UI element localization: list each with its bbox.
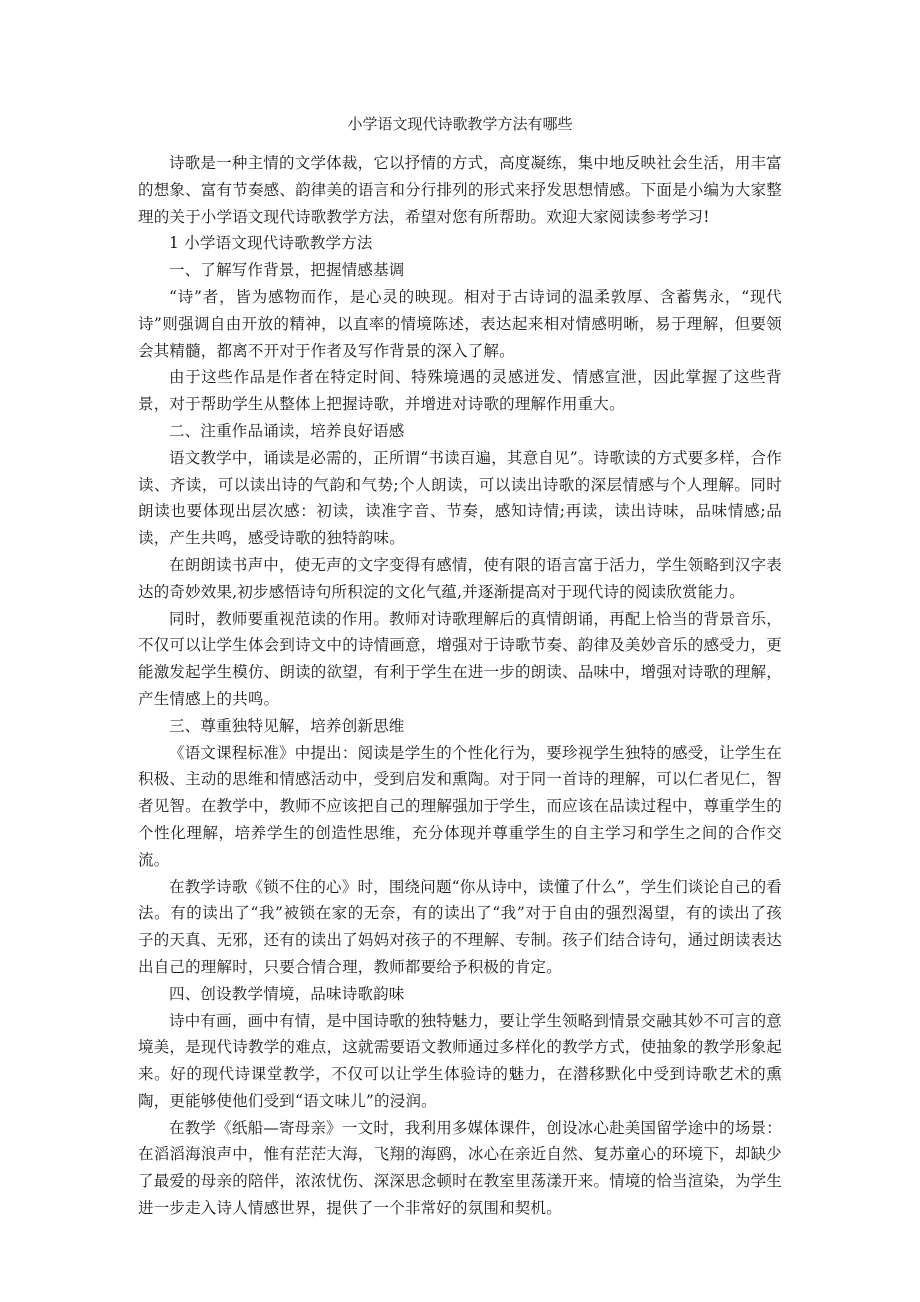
paragraph: 由于这些作品是作者在特定时间、特殊境遇的灵感迸发、情感宣泄，因此掌握了这些背景，对于帮助学生从整体上把握诗歌，并增进对诗歌的理解作用重大。	[138, 368, 782, 414]
paragraph: 在教学《纸船—寄母亲》一文时，我利用多媒体课件，创设冰心赴美国留学途中的场景：在滔滔海浪声中，惟有茫茫大海，飞翔的海鸥，冰心在亲近自然、复苏童心的环境下，却缺少了最爱的母亲的陪伴，浓浓忧伤、深深思念顿时在教室里荡漾开来。情境的恰当渲染，为学生进一步走入诗人情感世界，提供了一个非常好的氛围和契机。	[138, 1118, 782, 1218]
paragraph: 在朗朗读书声中，使无声的文字变得有感情，使有限的语言富于活力，学生领略到汉字表达的奇妙效果,初步感悟诗句所积淀的文化气蕴,并逐渐提高对于现代诗的阅读欣赏能力。	[138, 555, 782, 601]
paragraph: “诗”者，皆为感物而作，是心灵的映现。相对于古诗词的温柔敦厚、含蓄隽永，“现代诗”则强调自由开放的精神，以直率的情境陈述，表达起来相对情感明晰，易于理解，但要领会其精髓，都离不开对于作者及写作背景的深入了解。	[138, 287, 782, 360]
paragraph: 在教学诗歌《锁不住的心》时，围绕问题“你从诗中，读懂了什么”，学生们谈论自己的看法。有的读出了“我”被锁在家的无奈，有的读出了“我”对于自由的强烈渴望，有的读出了孩子的天真、无邪，还有的读出了妈妈对孩子的不理解、专制。孩子们结合诗句，通过朗读表达出自己的理解时，只要合情合理，教师都要给予积极的肯定。	[138, 877, 782, 976]
paragraph: 语文教学中，诵读是必需的，正所谓“书读百遍，其意自见”。诗歌读的方式要多样，合作读、齐读，可以读出诗的气韵和气势;个人朗读，可以读出诗歌的深层情感与个人理解。同时朗读也要体现出层次感：初读，读准字音、节奏，感知诗情;再读，读出诗味，品味情感;品读，产生共鸣，感受诗歌的独特韵味。	[138, 448, 782, 548]
section-heading-main: 1 小学语文现代诗歌教学方法	[169, 234, 373, 253]
paragraph-intro: 诗歌是一种主情的文学体裁，它以抒情的方式，高度凝练，集中地反映社会生活，用丰富的想象、富有节奏感、韵律美的语言和分行排列的形式来抒发思想情感。下面是小编为大家整理的关于小学语文现代诗歌教学方法，希望对您有所帮助。欢迎大家阅读参考学习!	[138, 154, 782, 226]
paragraph: 诗中有画，画中有情，是中国诗歌的独特魅力，要让学生领略到情景交融其妙不可言的意境美，是现代诗教学的难点，这就需要语文教师通过多样化的教学方式，使抽象的教学形象起来。好的现代诗课堂教学，不仅可以让学生体验诗的魅力，在潜移默化中受到诗歌艺术的熏陶，更能够使他们受到“语文味儿”的浸润。	[138, 1011, 782, 1110]
paragraph: 《语文课程标准》中提出：阅读是学生的个性化行为，要珍视学生独特的感受，让学生在积极、主动的思维和情感活动中，受到启发和熏陶。对于同一首诗的理解，可以仁者见仁，智者见智。在教学中，教师不应该把自己的理解强加于学生，而应该在品读过程中，尊重学生的个性化理解，培养学生的创造性思维，充分体现并尊重学生的自主学习和学生之间的合作交流。	[138, 743, 782, 869]
section-heading-4: 四、创设教学情境，品味诗歌韵味	[169, 984, 405, 1003]
document-title: 小学语文现代诗歌教学方法有哪些	[347, 115, 573, 133]
section-heading-1: 一、了解写作背景，把握情感基调	[169, 261, 405, 280]
section-heading-3: 三、尊重独特见解，培养创新思维	[169, 716, 405, 735]
paragraph: 同时，教师要重视范读的作用。教师对诗歌理解后的真情朗诵，再配上恰当的背景音乐，不仅可以让学生体会到诗文中的诗情画意，增强对于诗歌节奏、韵律及美妙音乐的感受力，更能激发起学生模仿、朗读的欲望，有利于学生在进一步的朗读、品味中，增强对诗歌的理解，产生情感上的共鸣。	[138, 609, 782, 708]
section-heading-2: 二、注重作品诵读，培养良好语感	[169, 421, 405, 440]
